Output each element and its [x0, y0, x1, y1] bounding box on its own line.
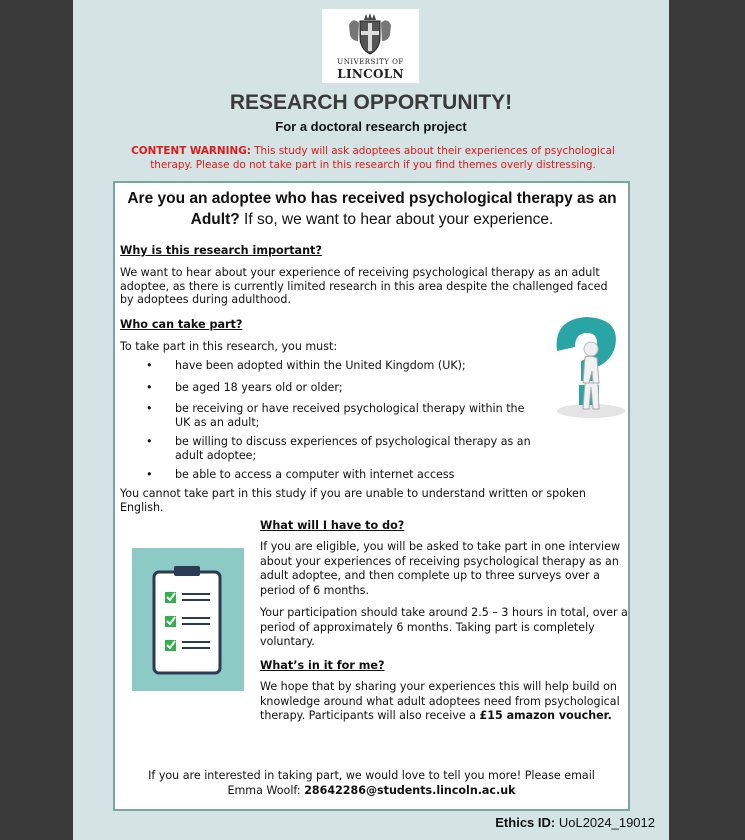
page-title: RESEARCH OPPORTUNITY! — [229, 91, 513, 114]
who-intro: To take part in this research, you must: — [120, 340, 338, 353]
question-mark-figure-icon — [543, 311, 627, 421]
bullet-icon: • — [146, 468, 153, 481]
contact-name: Emma Woolf: — [227, 783, 305, 797]
page-subtitle: For a doctoral research project — [275, 119, 467, 134]
what-heading: What will I have to do? — [260, 519, 405, 532]
what-text-2: Your participation should take around 2.5 – 3 hours in total, over a period of approximately 6 months. Taking part is completely voluntary. — [260, 606, 628, 649]
university-logo — [322, 9, 419, 83]
benefit-heading: What’s in it for me? — [260, 659, 385, 672]
who-heading: Who can take part? — [120, 318, 243, 331]
logo-line-1: UNIVERSITY OF — [337, 58, 404, 66]
clipboard-checklist-icon — [132, 548, 244, 691]
exclusion-text: You cannot take part in this study if you are unable to understand written or spoken English. — [120, 487, 586, 514]
warning-label: CONTENT WARNING: — [131, 145, 251, 157]
content-warning — [118, 144, 628, 172]
contact-info — [115, 769, 628, 798]
benefit-text: We hope that by sharing your experiences this will help build on knowledge around what adult adoptees need from psychological therapy. Participants will also receive a £15 amazon voucher. — [260, 680, 620, 723]
ethics-id — [495, 815, 655, 830]
flyer-page — [73, 0, 669, 840]
headline-question — [119, 188, 625, 230]
bullet-icon: • — [146, 435, 153, 448]
bullet-icon: • — [146, 359, 153, 372]
logo-line-2: LINCOLN — [337, 67, 404, 81]
voucher-amount: £15 amazon voucher. — [479, 709, 612, 723]
ethics-label: Ethics ID: — [495, 815, 556, 830]
question-bold: Are you an adoptee who has received psychological therapy as an Adult? — [127, 190, 617, 228]
crest-icon — [346, 11, 394, 57]
why-text: We want to hear about your experience of receiving psychological therapy as an adult adoptee, as there is currently limited research in this area despite the challenged faced by adoptees during adulthood. — [120, 266, 608, 307]
why-heading: Why is this research important? — [120, 244, 322, 257]
question-rest: If so, we want to hear about your experience. — [239, 211, 554, 228]
ethics-value: UoL2024_19012 — [555, 815, 655, 830]
what-text-1: If you are eligible, you will be asked to take part in one interview about your experiences of receiving psychological therapy as an adult adoptee, and then complete up to three surveys over a period of 6 months. — [260, 540, 621, 597]
contact-line: If you are interested in taking part, we would love to tell you more! Please email — [148, 769, 595, 782]
warning-text: This study will ask adoptees about their experiences of psychological therapy. Please do not take part in this research if you find themes overly distressing. — [150, 145, 615, 171]
bullet-icon: • — [146, 402, 153, 415]
content-box: Are you an adoptee who has received psychological therapy as an Adult? If so, we want to hear about your experience. Why is this research important? We want to hear about your experience of receiving psychological therapy as an adult adoptee, as there is currently limited research in this area despite the challenged faced by adoptees during adulthood. Who can take part? To take part in this research, you must: • have been adopted within the United Kingdom (UK); • be aged 18 years old or older; • be receiving or have received psychological therapy within the UK as an adult; • be willing to discuss experiences of psychological therapy as an adult adoptee; • be able to access a computer with internet access You cannot take part in this study if you are unable to understand written or spoken English. What will I have to do? If you are eligible, you will be asked to take part in one interview about your experiences of receiving psychological therapy as an adult adoptee, and then complete up to three surveys over a period of 6 months. Your participation should take around 2.5 – 3 hours in total, over a period of approximately 6 months. Taking part is completely voluntary. What’s in it for me? We hope that by sharing your experiences this will help build on knowledge around what adult adoptees need from psychological therapy. Participants will also receive a £15 amazon voucher. If you are interested in taking part, we would love to tell you more! Please email Emma Woolf: 28642286@students.lincoln.ac.uk — [113, 181, 630, 811]
bullet-icon: • — [146, 381, 153, 394]
contact-email[interactable]: 28642286@students.lincoln.ac.uk — [304, 783, 516, 797]
checklist-illustration — [132, 548, 244, 691]
